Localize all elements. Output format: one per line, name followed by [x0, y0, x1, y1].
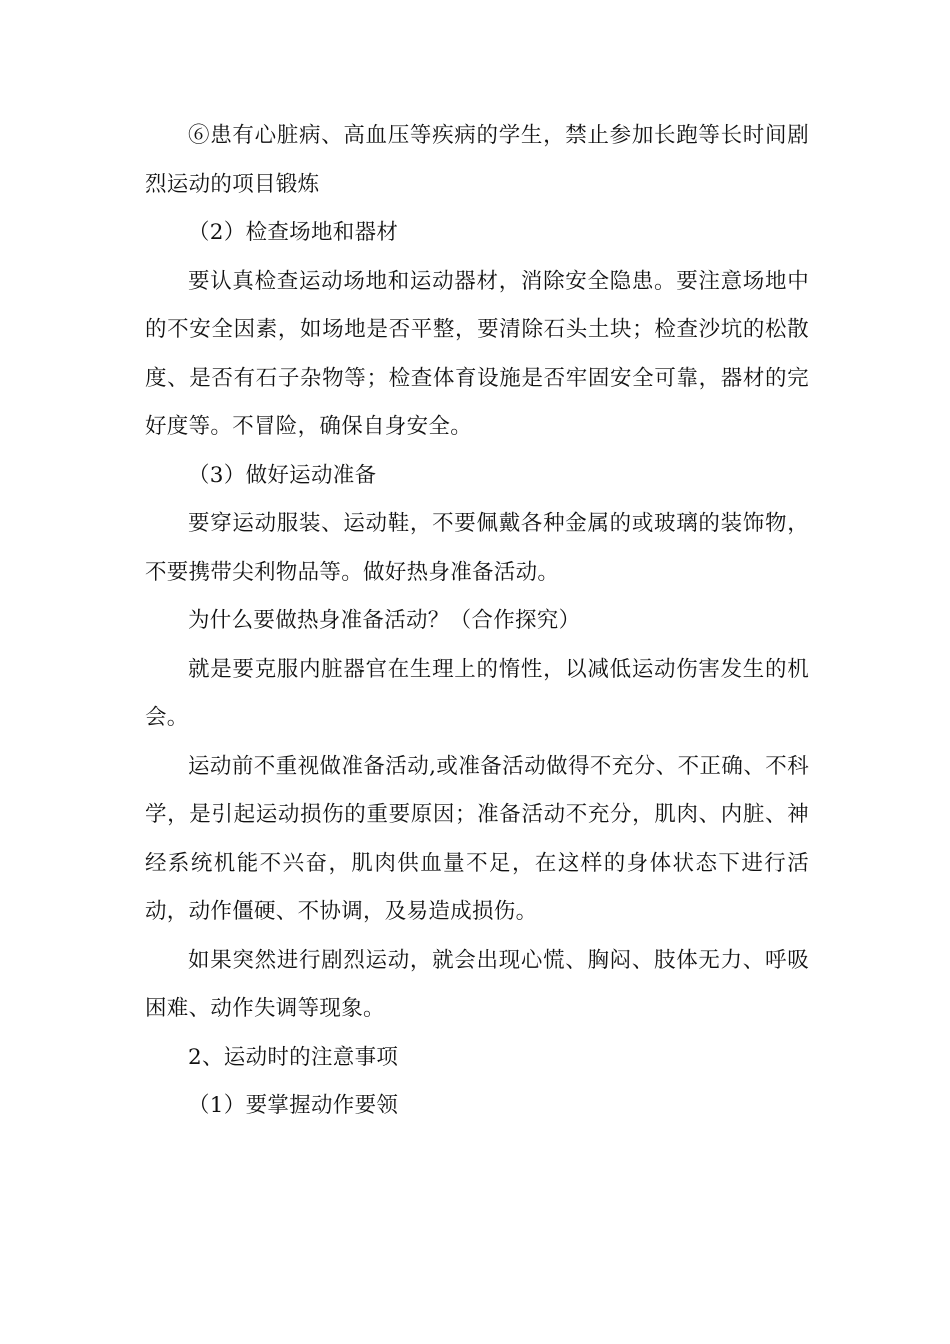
heading-exercise-preparation: （3）做好运动准备: [188, 462, 377, 488]
document-body: [145, 112, 809, 1131]
heading-master-movements: （1）要掌握动作要领: [188, 1093, 399, 1118]
paragraph-warmup-purpose: 就是要克服内脏器官在生理上的惰性，以减低运动伤害发生的机会。: [145, 656, 809, 730]
paragraph-sportswear-warmup: 要穿运动服装、运动鞋，不要佩戴各种金属的或玻璃的装饰物，不要携带尖利物品等。做好热身准备活动。: [145, 511, 809, 585]
paragraph-heart-disease-rule: ⑥患有心脏病、高血压等疾病的学生，禁止参加长跑等长时间剧烈运动的项目锻炼: [145, 123, 809, 197]
paragraph-check-venue-details: 要认真检查运动场地和运动器材，消除安全隐患。要注意场地中的不安全因素，如场地是否平整，要清除石头土块；检查沙坑的松散度、是否有石子杂物等；检查体育设施是否牢固安全可靠，器材的完好度等。不冒险，确保自身安全。: [145, 268, 809, 439]
heading-during-exercise-notes: 2、运动时的注意事项: [188, 1044, 399, 1070]
paragraph-warmup-injury-cause: 运动前不重视做准备活动,或准备活动做得不充分、不正确、不科学，是引起运动损伤的重要原因；准备活动不充分，肌肉、内脏、神经系统机能不兴奋，肌肉供血量不足，在这样的身体状态下进行活动，动作僵硬、不协调，及易造成损伤。: [145, 753, 809, 924]
question-why-warmup: 为什么要做热身准备活动？（合作探究）: [188, 608, 581, 633]
heading-check-venue-equipment: （2）检查场地和器材: [188, 220, 399, 245]
paragraph-sudden-exercise-effects: 如果突然进行剧烈运动，就会出现心慌、胸闷、肢体无力、呼吸困难、动作失调等现象。: [145, 947, 809, 1021]
